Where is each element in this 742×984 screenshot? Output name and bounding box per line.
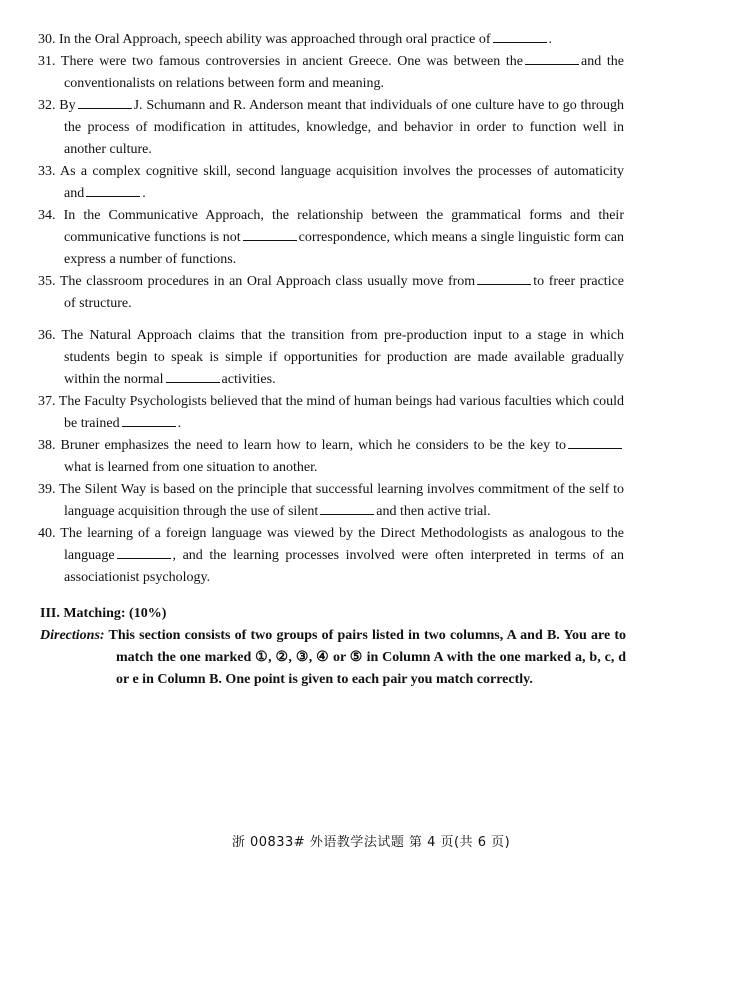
- question-text-after: and the conventionalists on relations between form and meaning.: [64, 54, 624, 91]
- question-number: 34.: [38, 208, 56, 223]
- question-text: In the Communicative Approach, the relationship between the grammatical forms and their communicative functions is not: [63, 208, 624, 245]
- question-number: 40.: [38, 526, 56, 541]
- answer-blank: [493, 30, 547, 43]
- question-37: [38, 391, 624, 435]
- answer-blank: [86, 184, 140, 197]
- section-title: III. Matching: (10%): [40, 606, 167, 621]
- question-31: [38, 51, 624, 95]
- question-32: [38, 95, 624, 161]
- question-text-after: activities.: [221, 372, 276, 387]
- question-number: 31.: [38, 54, 56, 69]
- answer-blank: [166, 370, 220, 383]
- page-footer: 浙 00833# 外语教学法试题 第 4 页(共 6 页): [231, 835, 511, 850]
- answer-blank: [243, 228, 297, 241]
- question-34: [38, 205, 624, 271]
- question-39: [38, 479, 624, 523]
- question-33: [38, 161, 624, 205]
- question-36: [38, 325, 624, 391]
- question-text: As a complex cognitive skill, second language acquisition involves the processes of automaticity and: [60, 164, 624, 201]
- question-text-after: and then active trial.: [376, 504, 491, 519]
- section-directions: [40, 625, 626, 691]
- answer-blank: [320, 502, 374, 515]
- question-40: [38, 523, 624, 589]
- question-text-after: .: [142, 186, 146, 201]
- question-text-after: .: [177, 416, 182, 431]
- directions-label: Directions:: [40, 628, 105, 643]
- question-text: The Faculty Psychologists believed that the mind of human beings had various faculties which could be trained: [58, 394, 624, 431]
- question-text-after: to freer practice of structure.: [64, 274, 625, 311]
- question-text: The learning of a foreign language was viewed by the Direct Methodologists as analogous to the language: [60, 526, 624, 563]
- question-text-after: correspondence, which means a single linguistic form can express a number of functions.: [64, 230, 624, 267]
- question-number: 33.: [38, 164, 56, 179]
- question-38: [38, 435, 624, 479]
- question-text: The Silent Way is based on the principle that successful learning involves commitment of the self to language acquisition through the use of silent: [59, 482, 625, 519]
- question-text: Bruner emphasizes the need to learn how to learn, which he considers to be the key to: [60, 438, 567, 453]
- question-number: 38.: [38, 438, 56, 453]
- answer-blank: [117, 546, 171, 559]
- question-35: [38, 271, 624, 315]
- question-text: By: [59, 98, 76, 113]
- question-number: 36.: [38, 328, 56, 343]
- question-text-after: what is learned from one situation to another.: [64, 460, 318, 475]
- question-number: 30.: [38, 32, 56, 47]
- question-30: [38, 29, 624, 51]
- question-number: 35.: [38, 274, 56, 289]
- answer-blank: [78, 96, 132, 109]
- answer-blank: [525, 52, 579, 65]
- question-text-after: , and the learning processes involved were often interpreted in terms of an associationist psychology.: [64, 548, 624, 585]
- question-number: 32.: [38, 98, 56, 113]
- question-text: The Natural Approach claims that the transition from pre-production input to a stage in which students begin to speak is simple if opportunities for production are made available gradually within the normal: [61, 328, 625, 387]
- question-text-after: J. Schumann and R. Anderson meant that individuals of one culture have to go through the process of modification in attitudes, knowledge, and behavior in order to function well in another culture.: [64, 98, 624, 157]
- directions-text: This section consists of two groups of pairs listed in two columns, A and B. You are to match the one marked ①, ②, ③, ④ or ⑤ in Column A with the one marked a, b, c, d or e in Column B. One point is given to each pair you match correctly.: [108, 628, 627, 687]
- question-number: 39.: [38, 482, 56, 497]
- question-text-after: .: [548, 32, 552, 47]
- answer-blank: [477, 272, 531, 285]
- answer-blank: [122, 414, 176, 427]
- question-number: 37.: [38, 394, 56, 409]
- answer-blank: [568, 436, 622, 449]
- question-text: In the Oral Approach, speech ability was approached through oral practice of: [59, 32, 491, 47]
- question-text: The classroom procedures in an Oral Approach class usually move from: [59, 274, 476, 289]
- question-text: There were two famous controversies in ancient Greece. One was between the: [60, 54, 524, 69]
